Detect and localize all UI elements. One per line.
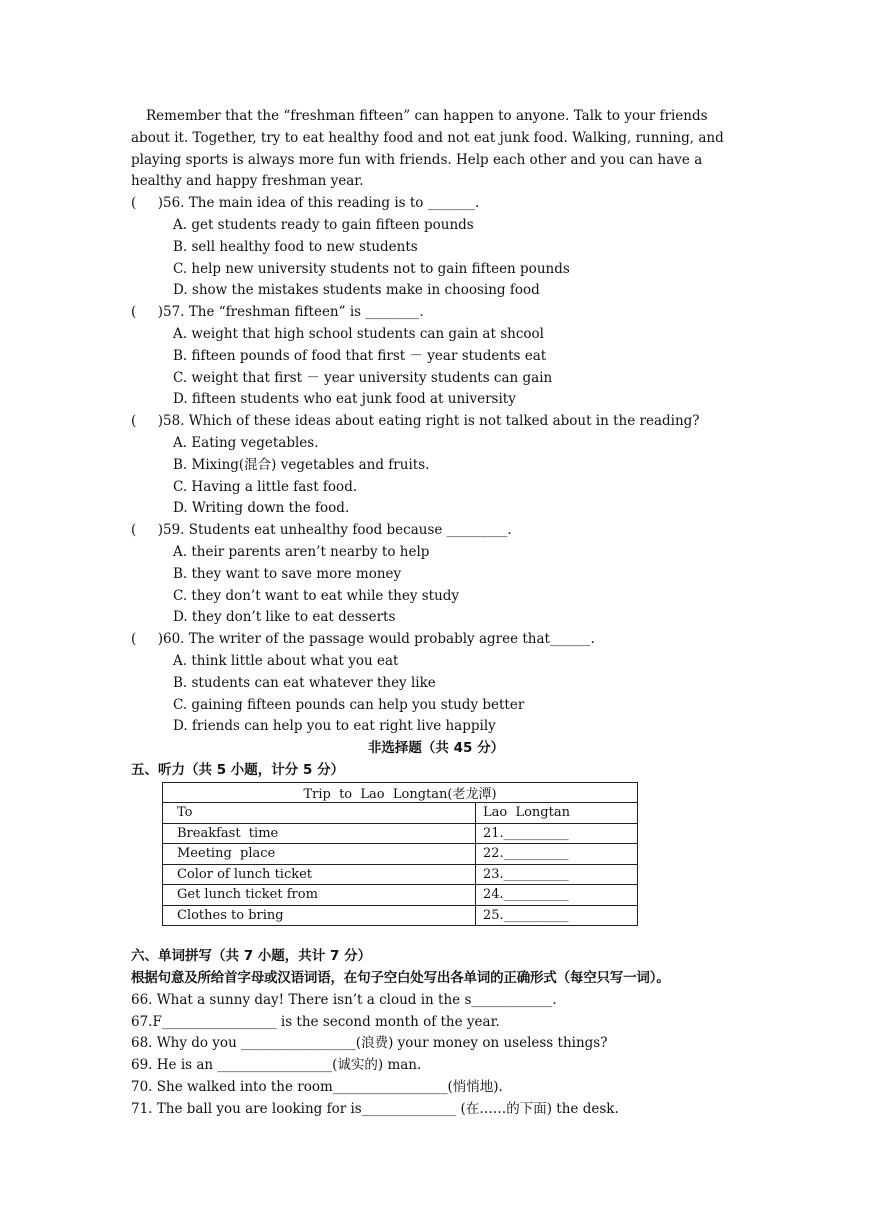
option-b: B. students can eat whatever they like: [173, 674, 436, 691]
option-c: C. help new university students not to gain fifteen pounds: [173, 260, 570, 277]
spelling-item: 66. What a sunny day! There isn’t a cloud in the s____________.: [131, 991, 557, 1008]
table-cell-value: 22.__________: [476, 844, 638, 865]
question-59: [131, 520, 741, 629]
table-title: Trip to Lao Longtan(老龙潭): [163, 782, 638, 803]
spelling-item: 69. He is an _________________(诚实的) man.: [131, 1057, 422, 1074]
table-row: [163, 844, 638, 865]
option-d: D. they don’t like to eat desserts: [173, 609, 396, 626]
option-d: D. show the mistakes students make in choosing food: [173, 282, 540, 299]
option-b: B. sell healthy food to new students: [173, 238, 418, 255]
table-cell-value: 25.__________: [476, 905, 638, 926]
section-5-heading: 五、听力（共 5 小题，计分 5 分）: [131, 761, 345, 778]
option-a: A. weight that high school students can gain at shcool: [173, 325, 544, 342]
option-a: A. their parents aren’t nearby to help: [173, 543, 430, 560]
table-cell-label: Meeting place: [163, 844, 476, 865]
question-60: [131, 629, 741, 738]
question-58: [131, 411, 741, 520]
passage-paragraph: Remember that the “freshman fifteen” can happen to anyone. Talk to your friends about it. Together, try to eat healthy food and not eat junk food. Walking, running, and playing sports is always more fun with friends. Help each other and you can have a healthy and happy freshman year.: [131, 108, 724, 190]
listening-table: [162, 782, 638, 927]
section-6-heading: 六、单词拼写（共 7 小题，共计 7 分）: [131, 948, 372, 965]
option-a: A. think little about what you eat: [173, 652, 399, 669]
question-56: [131, 193, 741, 302]
table-cell-label: Color of lunch ticket: [163, 864, 476, 885]
table-cell-label: Get lunch ticket from: [163, 885, 476, 906]
option-a: A. Eating vegetables.: [173, 434, 319, 451]
spelling-item: 67.F_________________ is the second month of the year.: [131, 1013, 500, 1030]
table-cell-value: 23.__________: [476, 864, 638, 885]
table-row: [163, 905, 638, 926]
table-row: [163, 823, 638, 844]
question-stem: ( )58. Which of these ideas about eating right is not talked about in the reading?: [131, 413, 700, 430]
option-d: D. friends can help you to eat right live happily: [173, 718, 496, 735]
table-row: [163, 864, 638, 885]
table-cell-value: 24.__________: [476, 885, 638, 906]
option-b: B. they want to save more money: [173, 565, 402, 582]
reading-questions: [131, 193, 741, 738]
table-cell-label: To: [163, 803, 476, 824]
table-cell-label: Clothes to bring: [163, 905, 476, 926]
table-cell-label: Breakfast time: [163, 823, 476, 844]
option-c: C. weight that first － year university students can gain: [173, 369, 553, 386]
option-b: B. Mixing(混合) vegetables and fruits.: [173, 456, 430, 473]
option-a: A. get students ready to gain fifteen pounds: [173, 216, 474, 233]
section-heading-nonchoice: 非选择题（共 45 分）: [367, 740, 505, 757]
question-stem: ( )56. The main idea of this reading is to _______.: [131, 195, 480, 212]
question-stem: ( )57. The “freshman fifteen” is ________.: [131, 304, 424, 321]
question-57: [131, 302, 741, 411]
section-6-instruction: 根据句意及所给首字母或汉语词语，在句子空白处写出各单词的正确形式（每空只写一词）。: [131, 970, 670, 986]
question-stem: ( )60. The writer of the passage would probably agree that______.: [131, 631, 595, 648]
option-d: D. Writing down the food.: [173, 500, 350, 517]
option-d: D. fifteen students who eat junk food at university: [173, 391, 516, 408]
spelling-item: 70. She walked into the room_________________(悄悄地).: [131, 1078, 503, 1095]
document-page: [131, 106, 741, 1121]
spelling-item: 71. The ball you are looking for is______________ (在……的下面) the desk.: [131, 1100, 619, 1117]
option-b: B. fifteen pounds of food that first － year students eat: [173, 347, 547, 364]
spelling-item: 68. Why do you _________________(浪费) your money on useless things?: [131, 1035, 608, 1052]
option-c: C. they don’t want to eat while they study: [173, 587, 460, 604]
table-row: [163, 803, 638, 824]
option-c: C. gaining fifteen pounds can help you study better: [173, 696, 525, 713]
option-c: C. Having a little fast food.: [173, 478, 358, 495]
question-stem: ( )59. Students eat unhealthy food because _________.: [131, 522, 512, 539]
table-cell-value: Lao Longtan: [476, 803, 638, 824]
table-cell-value: 21.__________: [476, 823, 638, 844]
table-row: [163, 885, 638, 906]
